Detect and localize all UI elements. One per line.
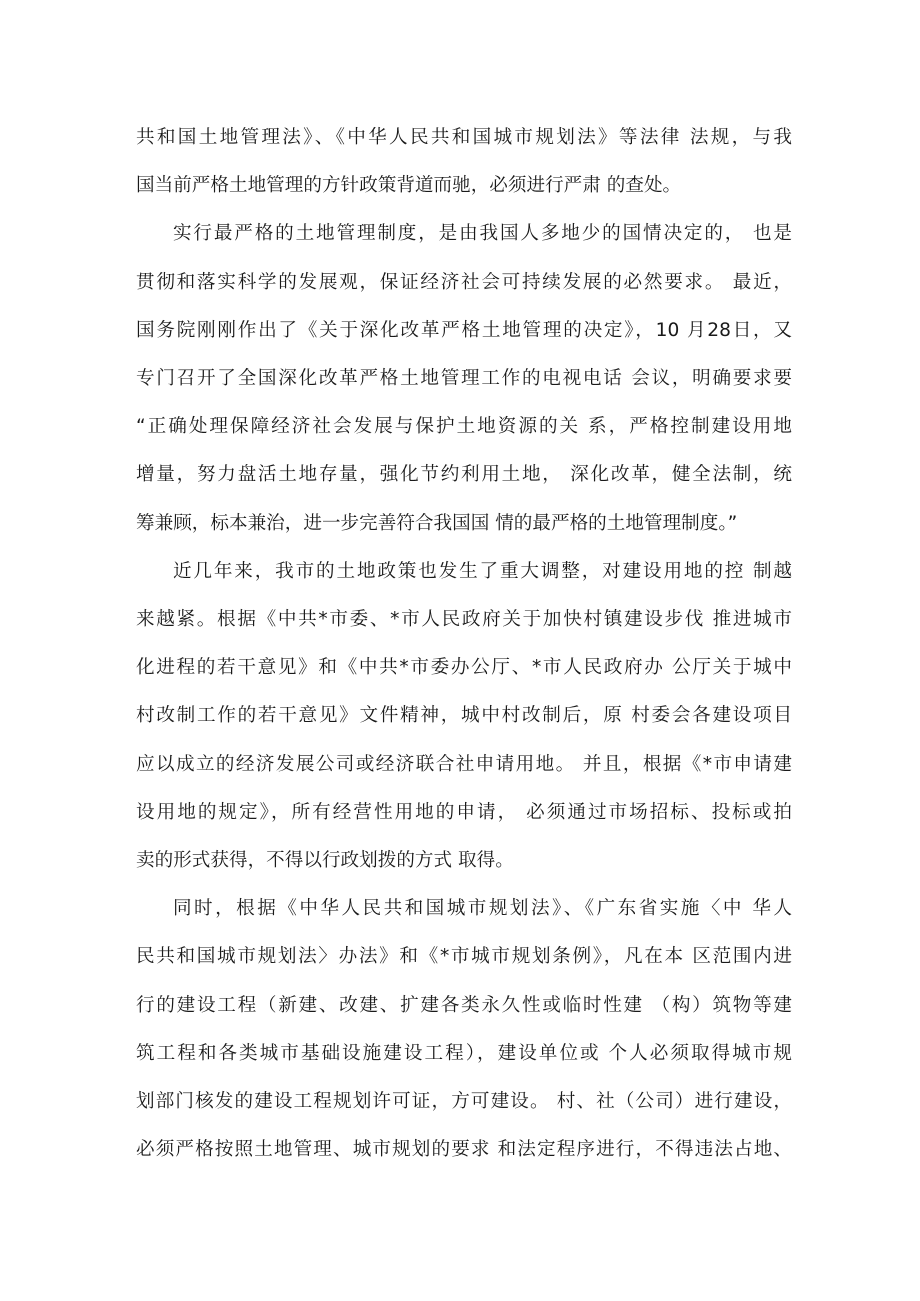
text-line: 行的建设工程（新建、改建、扩建各类永久性或临时性建 （构）筑物等建: [136, 994, 792, 1016]
text-line: 实行最严格的土地管理制度，是由我国人多地少的国情决定的， 也是: [173, 223, 792, 245]
text-line: 近几年来，我市的土地政策也发生了重大调整，对建设用地的控 制越: [173, 560, 792, 582]
text-line: 国当前严格土地管理的方针政策背道而驰，必须进行严肃 的查处。: [136, 175, 682, 197]
text-line: 专门召开了全国深化改革严格土地管理工作的电视电话 会议，明确要求要: [136, 368, 792, 390]
text-line: 化进程的若干意见》和《中共*市委办公厅、*市人民政府办 公厅关于城中: [136, 657, 792, 679]
text-line: 必须严格按照土地管理、城市规划的要求 和法定程序进行，不得违法占地、: [136, 1139, 792, 1161]
text-line: 筹兼顾，标本兼治，进一步完善符合我国国 情的最严格的土地管理制度。”: [136, 512, 738, 534]
text-line: 卖的形式获得，不得以行政划拨的方式 取得。: [136, 850, 514, 872]
text-line: 同时，根据《中华人民共和国城市规划法》、《广东省实施〈中 华人: [173, 898, 792, 920]
paragraph-urban-planning: [136, 885, 792, 1174]
body-text: [136, 114, 792, 1174]
text-line: 筑工程和各类城市基础设施建设工程），建设单位或 个人必须取得城市规: [136, 1042, 792, 1064]
text-line: 国务院刚刚作出了《关于深化改革严格土地管理的决定》，10 月28日，又: [136, 319, 792, 341]
paragraph-continuation: [136, 114, 792, 210]
paragraph-city-land-policy: [136, 548, 792, 885]
text-line: 设用地的规定》，所有经营性用地的申请， 必须通过市场招标、投标或拍: [136, 801, 792, 823]
text-line: 应以成立的经济发展公司或经济联合社申请用地。 并且，根据《*市申请建: [136, 753, 792, 775]
paragraph-strict-land-policy: [136, 210, 792, 547]
text-line: 划部门核发的建设工程规划许可证，方可建设。 村、社（公司）进行建设，: [136, 1091, 792, 1113]
text-line: 增量，努力盘活土地存量，强化节约利用土地， 深化改革，健全法制，统: [136, 464, 792, 486]
text-line: 共和国土地管理法》、《中华人民共和国城市规划法》等法律 法规，与我: [136, 127, 792, 148]
text-line: 来越紧。根据《中共*市委、*市人民政府关于加快村镇建设步伐 推进城市: [136, 609, 792, 631]
text-line: 村改制工作的若干意见》文件精神，城中村改制后，原 村委会各建设项目: [136, 705, 792, 727]
text-line: 贯彻和落实科学的发展观，保证经济社会可持续发展的必然要求。 最近，: [136, 271, 792, 293]
text-line: 民共和国城市规划法〉办法》和《*市城市规划条例》，凡在本 区范围内进: [136, 946, 792, 968]
text-line: “正确处理保障经济社会发展与保护土地资源的关 系，严格控制建设用地: [136, 416, 792, 438]
